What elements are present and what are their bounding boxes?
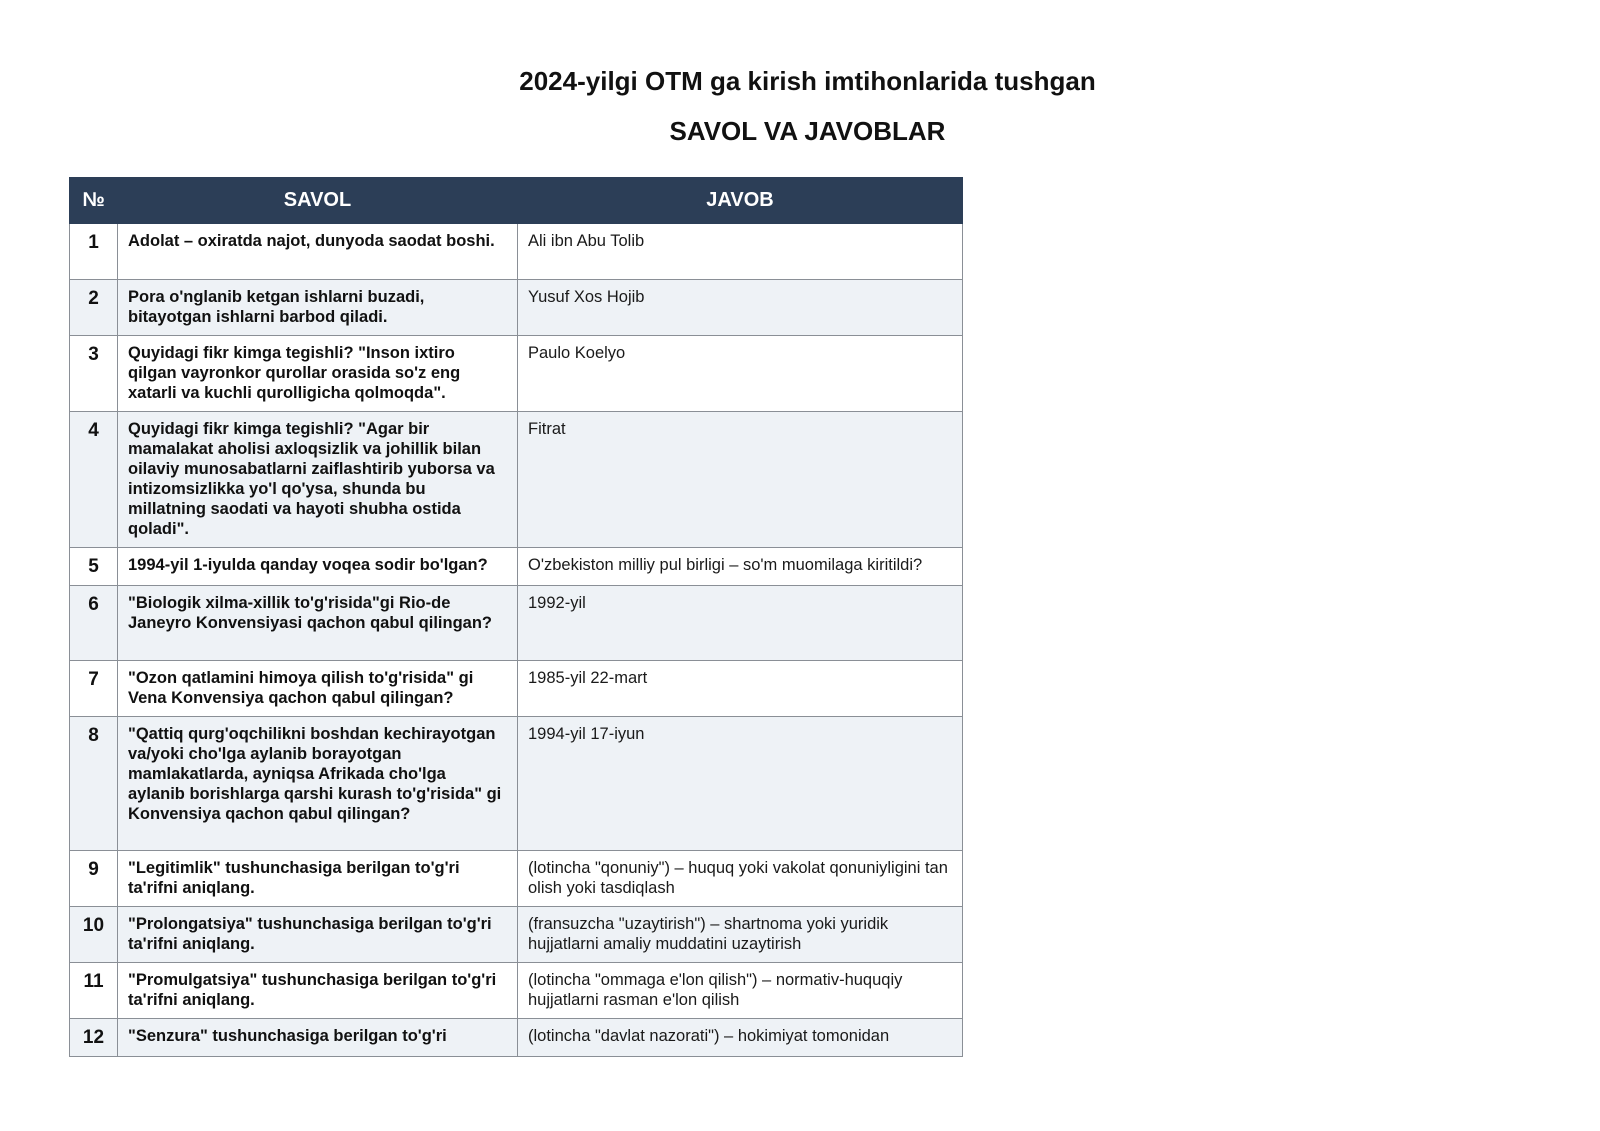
row-number: 10 xyxy=(70,907,118,963)
answer-cell: 1994-yil 17-iyun xyxy=(518,717,963,851)
answer-cell: Ali ibn Abu Tolib xyxy=(518,224,963,280)
question-cell: "Prolongatsiya" tushunchasiga berilgan to'g'ri ta'rifni aniqlang. xyxy=(118,907,518,963)
row-number: 9 xyxy=(70,851,118,907)
answer-cell: (fransuzcha "uzaytirish") – shartnoma yoki yuridik hujjatlarni amaliy muddatini uzaytirish xyxy=(518,907,963,963)
table-header-row xyxy=(70,178,963,224)
column-header-answer: JAVOB xyxy=(518,178,963,224)
row-number: 8 xyxy=(70,717,118,851)
row-number: 12 xyxy=(70,1019,118,1057)
row-number: 4 xyxy=(70,412,118,548)
row-number: 11 xyxy=(70,963,118,1019)
table-row xyxy=(70,907,963,963)
row-number: 3 xyxy=(70,336,118,412)
qa-table xyxy=(69,177,963,1057)
table-row xyxy=(70,851,963,907)
answer-cell: 1992-yil xyxy=(518,586,963,661)
question-cell: "Ozon qatlamini himoya qilish to'g'risida" gi Vena Konvensiya qachon qabul qilingan? xyxy=(118,661,518,717)
row-number: 1 xyxy=(70,224,118,280)
row-number: 2 xyxy=(70,280,118,336)
table-row xyxy=(70,336,963,412)
row-number: 6 xyxy=(70,586,118,661)
question-cell: "Qattiq qurg'oqchilikni boshdan kechirayotgan va/yoki cho'lga aylanib borayotgan mamlakatlarda, ayniqsa Afrikada cho'lga aylanib borishlarga qarshi kurash to'g'risida" gi Konvensiya qachon qabul qilingan? xyxy=(118,717,518,851)
question-cell: Quyidagi fikr kimga tegishli? "Inson ixtiro qilgan vayronkor qurollar orasida so'z eng xatarli va kuchli qurolligicha qolmoqda". xyxy=(118,336,518,412)
answer-cell: Paulo Koelyo xyxy=(518,336,963,412)
answer-cell: (lotincha "qonuniy") – huquq yoki vakolat qonuniyligini tan olish yoki tasdiqlash xyxy=(518,851,963,907)
row-number: 7 xyxy=(70,661,118,717)
column-header-question: SAVOL xyxy=(118,178,518,224)
table-row xyxy=(70,280,963,336)
answer-cell: Fitrat xyxy=(518,412,963,548)
table-header xyxy=(70,178,963,224)
table-row xyxy=(70,963,963,1019)
answer-cell: (lotincha "ommaga e'lon qilish") – normativ-huquqiy hujjatlarni rasman e'lon qilish xyxy=(518,963,963,1019)
question-cell: "Senzura" tushunchasiga berilgan to'g'ri xyxy=(118,1019,518,1057)
question-cell: Adolat – oxiratda najot, dunyoda saodat boshi. xyxy=(118,224,518,280)
question-cell: Pora o'nglanib ketgan ishlarni buzadi, bitayotgan ishlarni barbod qiladi. xyxy=(118,280,518,336)
question-cell: "Legitimlik" tushunchasiga berilgan to'g'ri ta'rifni aniqlang. xyxy=(118,851,518,907)
table-row xyxy=(70,586,963,661)
document-title: 2024-yilgi OTM ga kirish imtihonlarida tushgan xyxy=(519,66,1096,96)
table-row xyxy=(70,412,963,548)
table-row xyxy=(70,717,963,851)
question-cell: "Promulgatsiya" tushunchasiga berilgan to'g'ri ta'rifni aniqlang. xyxy=(118,963,518,1019)
column-header-number: № xyxy=(70,178,118,224)
question-cell: "Biologik xilma-xillik to'g'risida"gi Rio-de Janeyro Konvensiyasi qachon qabul qilingan? xyxy=(118,586,518,661)
document-subtitle: SAVOL VA JAVOBLAR xyxy=(669,116,946,146)
table-row xyxy=(70,548,963,586)
table-row xyxy=(70,661,963,717)
table-row xyxy=(70,224,963,280)
answer-cell: 1985-yil 22-mart xyxy=(518,661,963,717)
row-number: 5 xyxy=(70,548,118,586)
table-body xyxy=(70,224,963,1057)
answer-cell: O'zbekiston milliy pul birligi – so'm muomilaga kiritildi? xyxy=(518,548,963,586)
table-row xyxy=(70,1019,963,1057)
question-cell: 1994-yil 1-iyulda qanday voqea sodir bo'lgan? xyxy=(118,548,518,586)
answer-cell: (lotincha "davlat nazorati") – hokimiyat tomonidan xyxy=(518,1019,963,1057)
question-cell: Quyidagi fikr kimga tegishli? "Agar bir mamalakat aholisi axloqsizlik va johillik bilan oilaviy munosabatlarni zaiflashtirib yuborsa va intizomsizlikka yo'l qo'ysa, shunda bu millatning saodati va hayoti shubha ostida qoladi". xyxy=(118,412,518,548)
answer-cell: Yusuf Xos Hojib xyxy=(518,280,963,336)
